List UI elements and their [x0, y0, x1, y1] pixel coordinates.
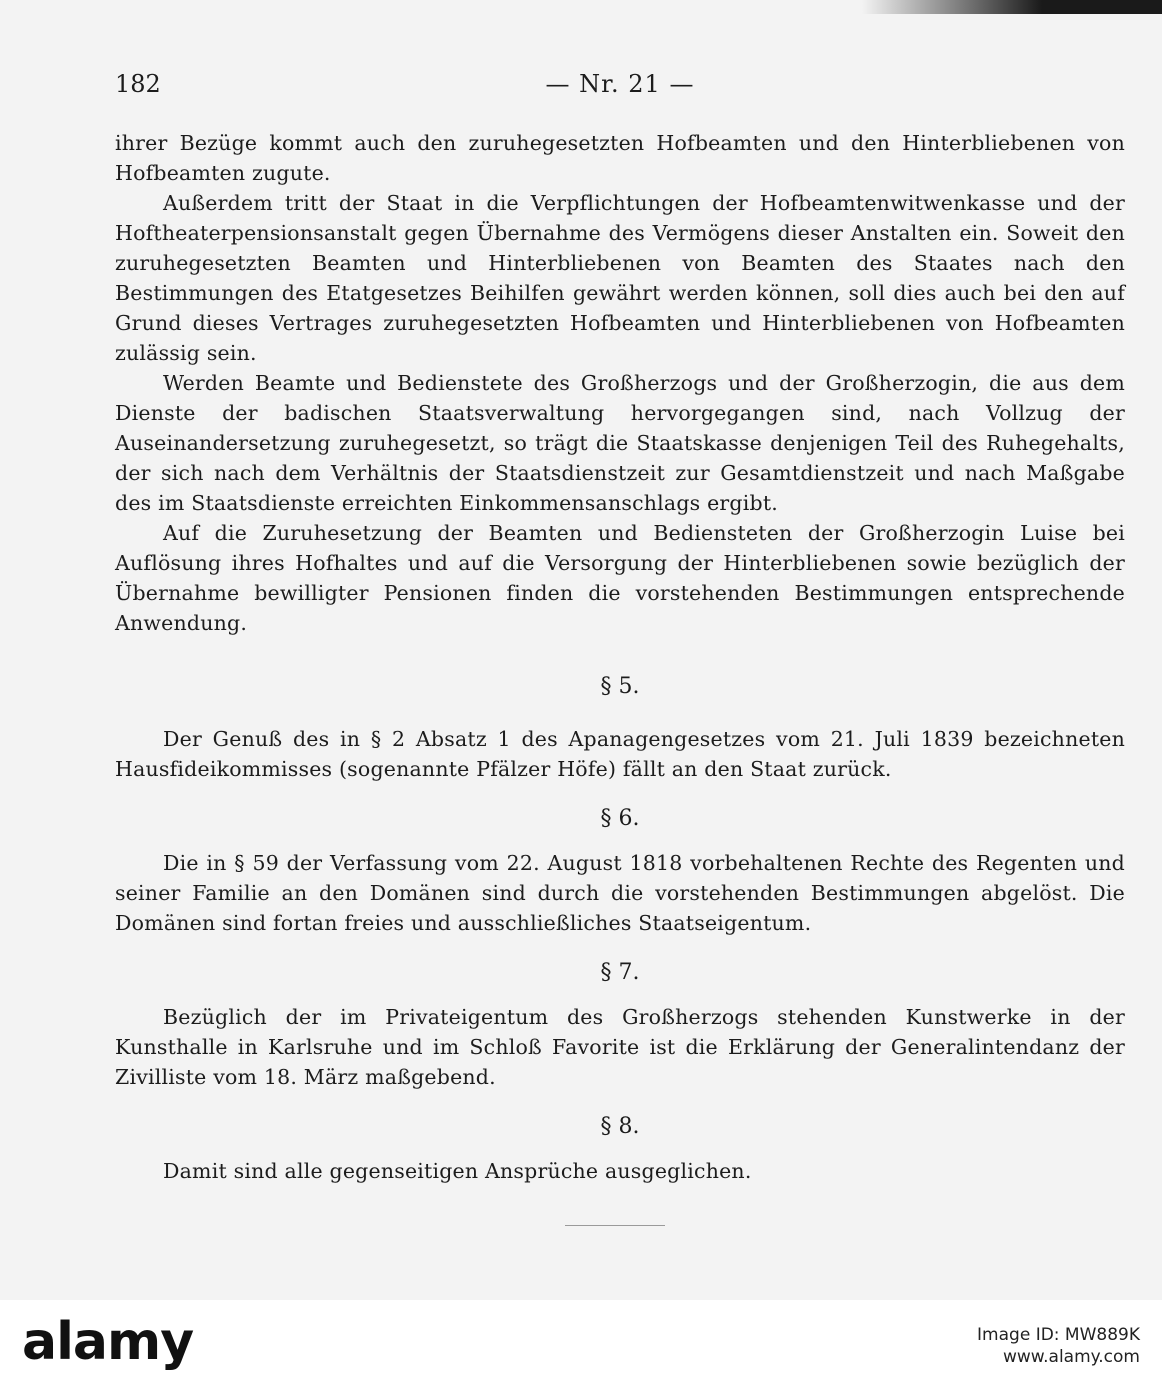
section-heading-5: § 5. — [600, 674, 640, 699]
section-heading-7: § 7. — [600, 960, 640, 985]
body-text — [115, 128, 1125, 1186]
stock-url: www.alamy.com — [1002, 1347, 1140, 1367]
page-number: 182 — [115, 70, 161, 98]
section-text-8: Damit sind alle gegenseitigen Ansprüche ausgeglichen. — [163, 1159, 752, 1183]
section-text-7: Bezüglich der im Privateigentum des Großherzogs stehenden Kunstwerke in der Kunsthalle in Karlsruhe und im Schloß Favorite ist die Erklärung der Generalintendanz der Zivilliste vom 18. März maßgebend. — [115, 1005, 1125, 1089]
scan-edge-shadow — [862, 0, 1162, 14]
paragraph-continuation: ihrer Bezüge kommt auch den zuruhegesetzten Hofbeamten und den Hinterbliebenen von Hofbeamten zugute. — [115, 131, 1125, 185]
alamy-logo: alamy — [22, 1312, 194, 1372]
stock-image-info — [977, 1324, 1140, 1368]
issue-number: — Nr. 21 — — [545, 70, 695, 98]
stock-watermark-bar — [0, 1300, 1162, 1390]
image-id: Image ID: MW889K — [977, 1325, 1140, 1345]
section-heading-6: § 6. — [600, 806, 640, 831]
section-text-6: Die in § 59 der Verfassung vom 22. August 1818 vorbehaltenen Rechte des Regenten und seiner Familie an den Domänen sind durch die vorstehenden Bestimmungen abgelöst. Die Domänen sind fortan freies und ausschließliches Staatseigentum. — [115, 851, 1125, 935]
section-text-5: Der Genuß des in § 2 Absatz 1 des Apanagengesetzes vom 21. Juli 1839 bezeichneten Hausfideikommisses (sogenannte Pfälzer Höfe) fällt an den Staat zurück. — [115, 727, 1125, 781]
paragraph-luise: Auf die Zuruhesetzung der Beamten und Bediensteten der Großherzogin Luise bei Auflösung ihres Hofhaltes und auf die Versorgung der Hinterbliebenen sowie bezüglich der Übernahme bewilligter Pensionen finden die vorstehenden Bestimmungen entsprechende Anwendung. — [115, 521, 1125, 635]
paragraph-retirement: Werden Beamte und Bedienstete des Großherzogs und der Großherzogin, die aus dem Dienste der badischen Staatsverwaltung hervorgegangen sind, nach Vollzug der Auseinandersetzung zuruhegesetzt, so trägt die Staatskasse denjenigen Teil des Ruhegehalts, der sich nach dem Verhältnis der Staatsdienstzeit zur Gesamtdienstzeit und nach Maßgabe des im Staatsdienste erreichten Einkommensanschlags ergibt. — [115, 371, 1125, 515]
section-heading-8: § 8. — [600, 1114, 640, 1139]
closing-rule — [565, 1225, 665, 1226]
paragraph-obligations: Außerdem tritt der Staat in die Verpflichtungen der Hofbeamtenwitwenkasse und der Hoftheaterpensionsanstalt gegen Übernahme des Vermögens dieser Anstalten ein. Soweit den zuruhegesetzten Beamten und Hinterbliebenen von Beamten des Staates nach den Bestimmungen des Etatgesetzes Beihilfen gewährt werden können, soll dies auch bei den auf Grund dieses Vertrages zuruhegesetzten Hofbeamten und Hinterbliebenen von Hofbeamten zulässig sein. — [115, 191, 1125, 365]
